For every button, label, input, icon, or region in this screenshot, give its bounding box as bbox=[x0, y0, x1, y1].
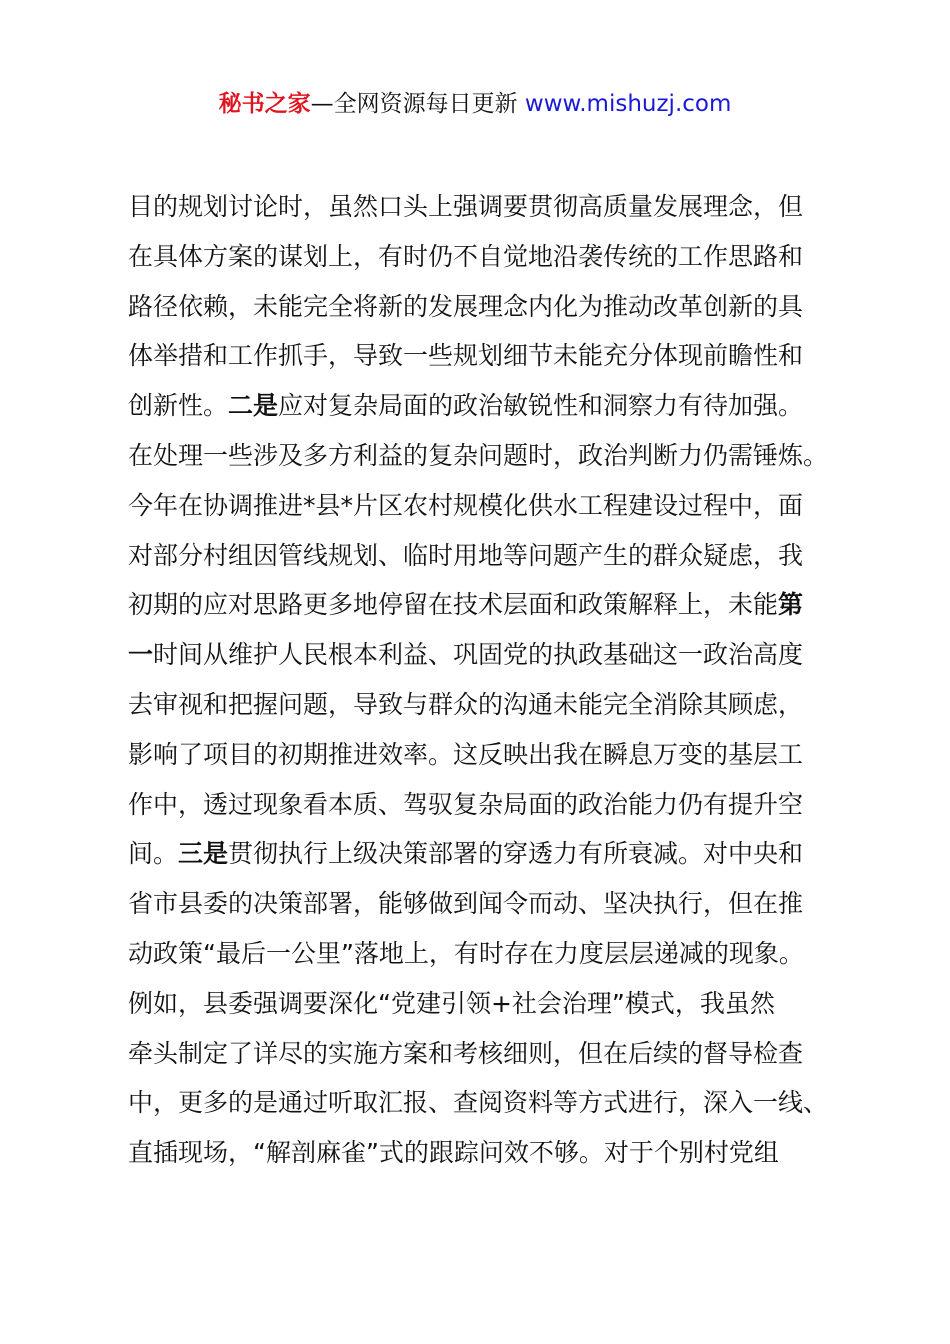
text-line bbox=[128, 282, 848, 332]
text-segment: 创新性。 bbox=[128, 391, 229, 421]
text-line bbox=[128, 331, 848, 381]
text-segment: 中，更多的是通过听取汇报、查阅资料等方式进行，深入一线、 bbox=[128, 1088, 829, 1118]
text-line bbox=[128, 232, 848, 282]
text-segment: 目的规划讨论时，虽然口头上强调要贯彻高质量发展理念，但 bbox=[128, 192, 804, 221]
text-segment: 对部分村组因管线规划、临时用地等问题产生的群众疑虑，我 bbox=[128, 540, 804, 570]
bold-text-segment: 三是 bbox=[178, 839, 229, 869]
text-segment: 在处理一些涉及多方利益的复杂问题时，政治判断力仍需锤炼。 bbox=[128, 440, 829, 470]
text-segment: 应对复杂局面的政治敏锐性和洞察力有待加强。 bbox=[278, 391, 804, 421]
page-header bbox=[0, 86, 950, 122]
text-segment: 直插现场，“解剖麻雀”式的跟踪问效不够。对于个别村党组 bbox=[128, 1138, 779, 1168]
text-segment: 时间从维护人民根本利益、巩固党的执政基础这一政治高度 bbox=[153, 640, 804, 670]
header-tagline: —全网资源每日更新 bbox=[310, 91, 525, 117]
text-line bbox=[128, 780, 848, 830]
text-line bbox=[128, 879, 848, 929]
bold-text-segment: 一 bbox=[128, 640, 154, 670]
text-line bbox=[128, 580, 848, 630]
text-line bbox=[128, 929, 848, 979]
text-line bbox=[128, 381, 848, 431]
text-line bbox=[128, 680, 848, 730]
text-segment: 去审视和把握问题，导致与群众的沟通未能完全消除其顾虑， bbox=[128, 689, 804, 719]
text-line bbox=[128, 481, 848, 531]
text-line bbox=[128, 182, 848, 232]
text-segment: 例如，县委强调要深化“党建引领+社会治理”模式，我虽然 bbox=[128, 988, 775, 1018]
text-line bbox=[128, 829, 848, 879]
text-line bbox=[128, 979, 848, 1029]
text-segment: 贯彻执行上级决策部署的穿透力有所衰减。对中央和 bbox=[228, 839, 804, 869]
text-line bbox=[128, 1128, 848, 1178]
text-segment: 作中，透过现象看本质、驾驭复杂局面的政治能力仍有提升空 bbox=[128, 789, 804, 819]
text-segment: 体举措和工作抓手，导致一些规划细节未能充分体现前瞻性和 bbox=[128, 341, 804, 371]
bold-text-segment: 第 bbox=[778, 590, 804, 620]
text-segment: 间。 bbox=[128, 839, 179, 869]
text-segment: 路径依赖，未能完全将新的发展理念内化为推动改革创新的具 bbox=[128, 291, 804, 321]
text-line bbox=[128, 1078, 848, 1128]
bold-text-segment: 二是 bbox=[228, 391, 279, 421]
text-segment: 初期的应对思路更多地停留在技术层面和政策解释上，未能 bbox=[128, 590, 779, 620]
text-segment: 影响了项目的初期推进效率。这反映出我在瞬息万变的基层工 bbox=[128, 739, 804, 769]
document-body bbox=[128, 182, 848, 1178]
text-line bbox=[128, 1029, 848, 1079]
text-segment: 今年在协调推进*县*片区农村规模化供水工程建设过程中，面 bbox=[128, 490, 804, 520]
site-url-link[interactable]: www.mishuzj.com bbox=[524, 91, 732, 117]
text-line bbox=[128, 630, 848, 680]
text-segment: 在具体方案的谋划上，有时仍不自觉地沿袭传统的工作思路和 bbox=[128, 241, 804, 271]
text-line bbox=[128, 730, 848, 780]
brand-name: 秘书之家 bbox=[218, 91, 311, 117]
text-segment: 省市县委的决策部署，能够做到闻令而动、坚决执行，但在推 bbox=[128, 889, 804, 919]
text-line bbox=[128, 531, 848, 581]
text-segment: 牵头制定了详尽的实施方案和考核细则，但在后续的督导检查 bbox=[128, 1038, 804, 1068]
text-segment: 动政策“最后一公里”落地上，有时存在力度层层递减的现象。 bbox=[128, 938, 804, 968]
text-line bbox=[128, 431, 848, 481]
